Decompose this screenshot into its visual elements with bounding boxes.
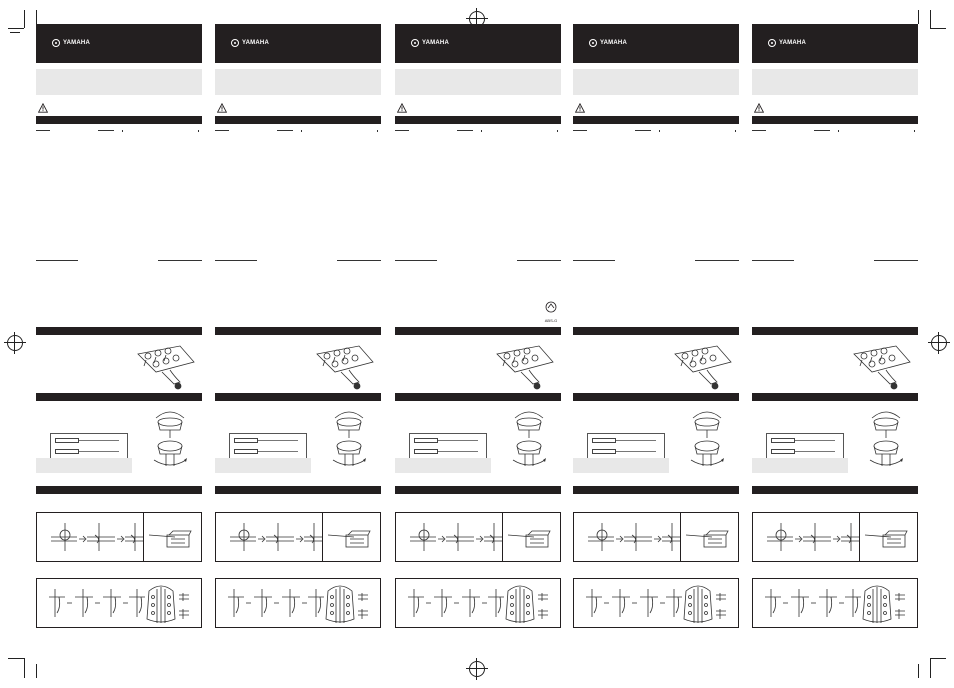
warning-triangle-icon xyxy=(754,103,764,113)
tuning-wheel-illustration xyxy=(687,408,727,472)
section-rule-right xyxy=(337,260,381,261)
title-box xyxy=(215,69,381,95)
rule xyxy=(277,130,293,131)
section-bar-1 xyxy=(752,327,918,335)
rule xyxy=(838,130,839,132)
rule xyxy=(377,130,378,132)
stringing-steps-illustration xyxy=(216,579,380,627)
rule xyxy=(752,130,766,131)
recycle-mark xyxy=(544,300,558,323)
yamaha-logo-icon xyxy=(411,39,419,47)
registration-mark-left xyxy=(4,332,26,354)
section-bar-1 xyxy=(215,327,381,335)
section-rule-left xyxy=(36,260,78,261)
tuning-peg-illustration xyxy=(671,338,735,390)
rule xyxy=(573,130,587,131)
brand-logo xyxy=(589,39,627,47)
crop-mark-top-left xyxy=(0,0,40,40)
panel-header xyxy=(573,24,739,63)
rule xyxy=(122,130,123,132)
section-rule-right xyxy=(517,260,561,261)
stringing-figure-box xyxy=(215,578,381,628)
caution-bar xyxy=(752,116,918,124)
brand-logo xyxy=(768,39,806,47)
registration-mark-bottom xyxy=(466,658,488,680)
section-bar-3 xyxy=(752,486,918,494)
string-winding-steps-illustration xyxy=(398,513,502,561)
section-bar-2 xyxy=(36,393,202,401)
rule xyxy=(36,130,50,131)
section-bar-3 xyxy=(573,486,739,494)
panel-2 xyxy=(215,24,381,630)
yamaha-logo-icon xyxy=(52,39,60,47)
tuning-wheel-illustration xyxy=(509,408,549,472)
section-rule-left xyxy=(573,260,615,261)
title-box xyxy=(573,69,739,95)
note-box xyxy=(395,458,491,473)
brand-name: YAMAHA xyxy=(242,40,269,46)
note-box xyxy=(752,458,848,473)
rule xyxy=(301,130,302,132)
section-bar-2 xyxy=(395,393,561,401)
stringing-steps-illustration xyxy=(753,579,917,627)
rule xyxy=(814,130,830,131)
string-change-figure-box xyxy=(395,512,561,562)
brand-name: YAMAHA xyxy=(63,40,90,46)
rule xyxy=(635,130,651,131)
stringing-steps-illustration xyxy=(37,579,201,627)
title-box xyxy=(752,69,918,95)
section-rule-right xyxy=(695,260,739,261)
warning-triangle-icon xyxy=(217,103,227,113)
note-box xyxy=(36,458,132,473)
panel-header xyxy=(395,24,561,63)
rule xyxy=(395,130,409,131)
stringing-steps-illustration xyxy=(574,579,738,627)
string-diagram-box xyxy=(409,433,487,459)
section-bar-2 xyxy=(215,393,381,401)
string-winding-steps-illustration xyxy=(218,513,322,561)
tuning-peg-illustration xyxy=(850,338,914,390)
rule xyxy=(481,130,482,132)
stringing-figure-box xyxy=(573,578,739,628)
rule xyxy=(457,130,473,131)
string-change-figure-box xyxy=(215,512,381,562)
panel-5 xyxy=(752,24,918,630)
tuning-peg-illustration xyxy=(493,338,557,390)
section-bar-3 xyxy=(215,486,381,494)
crop-mark-top-right xyxy=(914,0,954,40)
yamaha-logo-icon xyxy=(589,39,597,47)
note-box xyxy=(215,458,311,473)
string-change-figure-box xyxy=(752,512,918,562)
section-bar-1 xyxy=(36,327,202,335)
rule xyxy=(557,130,558,132)
section-bar-2 xyxy=(752,393,918,401)
yamaha-logo-icon xyxy=(768,39,776,47)
brand-name: YAMAHA xyxy=(422,40,449,46)
rule xyxy=(215,130,229,131)
section-rule-right xyxy=(158,260,202,261)
panel-header xyxy=(752,24,918,63)
brand-name: YAMAHA xyxy=(600,40,627,46)
bridge-pin-illustration xyxy=(145,513,201,561)
string-winding-steps-illustration xyxy=(39,513,143,561)
section-bar-3 xyxy=(36,486,202,494)
bridge-pin-illustration xyxy=(504,513,560,561)
rule xyxy=(198,130,199,132)
recycle-icon xyxy=(544,301,558,313)
caution-bar xyxy=(36,116,202,124)
brand-name: YAMAHA xyxy=(779,40,806,46)
stringing-figure-box xyxy=(752,578,918,628)
yamaha-logo-icon xyxy=(231,39,239,47)
tuning-peg-illustration xyxy=(134,338,198,390)
string-diagram-box xyxy=(587,433,665,459)
tuning-wheel-illustration xyxy=(150,408,190,472)
rule xyxy=(735,130,736,132)
rule xyxy=(659,130,660,132)
warning-triangle-icon xyxy=(397,103,407,113)
panel-3 xyxy=(395,24,561,630)
bridge-pin-illustration xyxy=(682,513,738,561)
tuning-wheel-illustration xyxy=(329,408,369,472)
section-rule-left xyxy=(395,260,437,261)
string-diagram-box xyxy=(229,433,307,459)
title-box xyxy=(36,69,202,95)
brand-logo xyxy=(52,39,90,47)
stringing-steps-illustration xyxy=(396,579,560,627)
warning-triangle-icon xyxy=(38,103,48,113)
string-winding-steps-illustration xyxy=(755,513,859,561)
caution-bar xyxy=(573,116,739,124)
crop-mark-bottom-right xyxy=(914,648,954,688)
bridge-pin-illustration xyxy=(324,513,380,561)
caution-bar xyxy=(395,116,561,124)
panel-header xyxy=(36,24,202,63)
note-box xyxy=(573,458,669,473)
registration-mark-right xyxy=(928,332,950,354)
rule xyxy=(914,130,915,132)
panel-1 xyxy=(36,24,202,630)
section-rule-left xyxy=(215,260,257,261)
bridge-pin-illustration xyxy=(861,513,917,561)
rule xyxy=(98,130,114,131)
tuning-peg-illustration xyxy=(313,338,377,390)
panel-4 xyxy=(573,24,739,630)
caution-bar xyxy=(215,116,381,124)
section-rule-right xyxy=(874,260,918,261)
stringing-figure-box xyxy=(395,578,561,628)
warning-triangle-icon xyxy=(575,103,585,113)
section-rule-left xyxy=(752,260,794,261)
string-winding-steps-illustration xyxy=(576,513,680,561)
string-diagram-box xyxy=(50,433,128,459)
tuning-wheel-illustration xyxy=(866,408,906,472)
brand-logo xyxy=(411,39,449,47)
crop-mark-bottom-left xyxy=(0,648,40,688)
section-bar-1 xyxy=(573,327,739,335)
string-change-figure-box xyxy=(36,512,202,562)
stringing-figure-box xyxy=(36,578,202,628)
section-bar-3 xyxy=(395,486,561,494)
section-bar-1 xyxy=(395,327,561,335)
title-box xyxy=(395,69,561,95)
string-change-figure-box xyxy=(573,512,739,562)
section-bar-2 xyxy=(573,393,739,401)
brand-logo xyxy=(231,39,269,47)
recycle-caption: ABS-G xyxy=(544,318,558,323)
string-diagram-box xyxy=(766,433,844,459)
panel-header xyxy=(215,24,381,63)
